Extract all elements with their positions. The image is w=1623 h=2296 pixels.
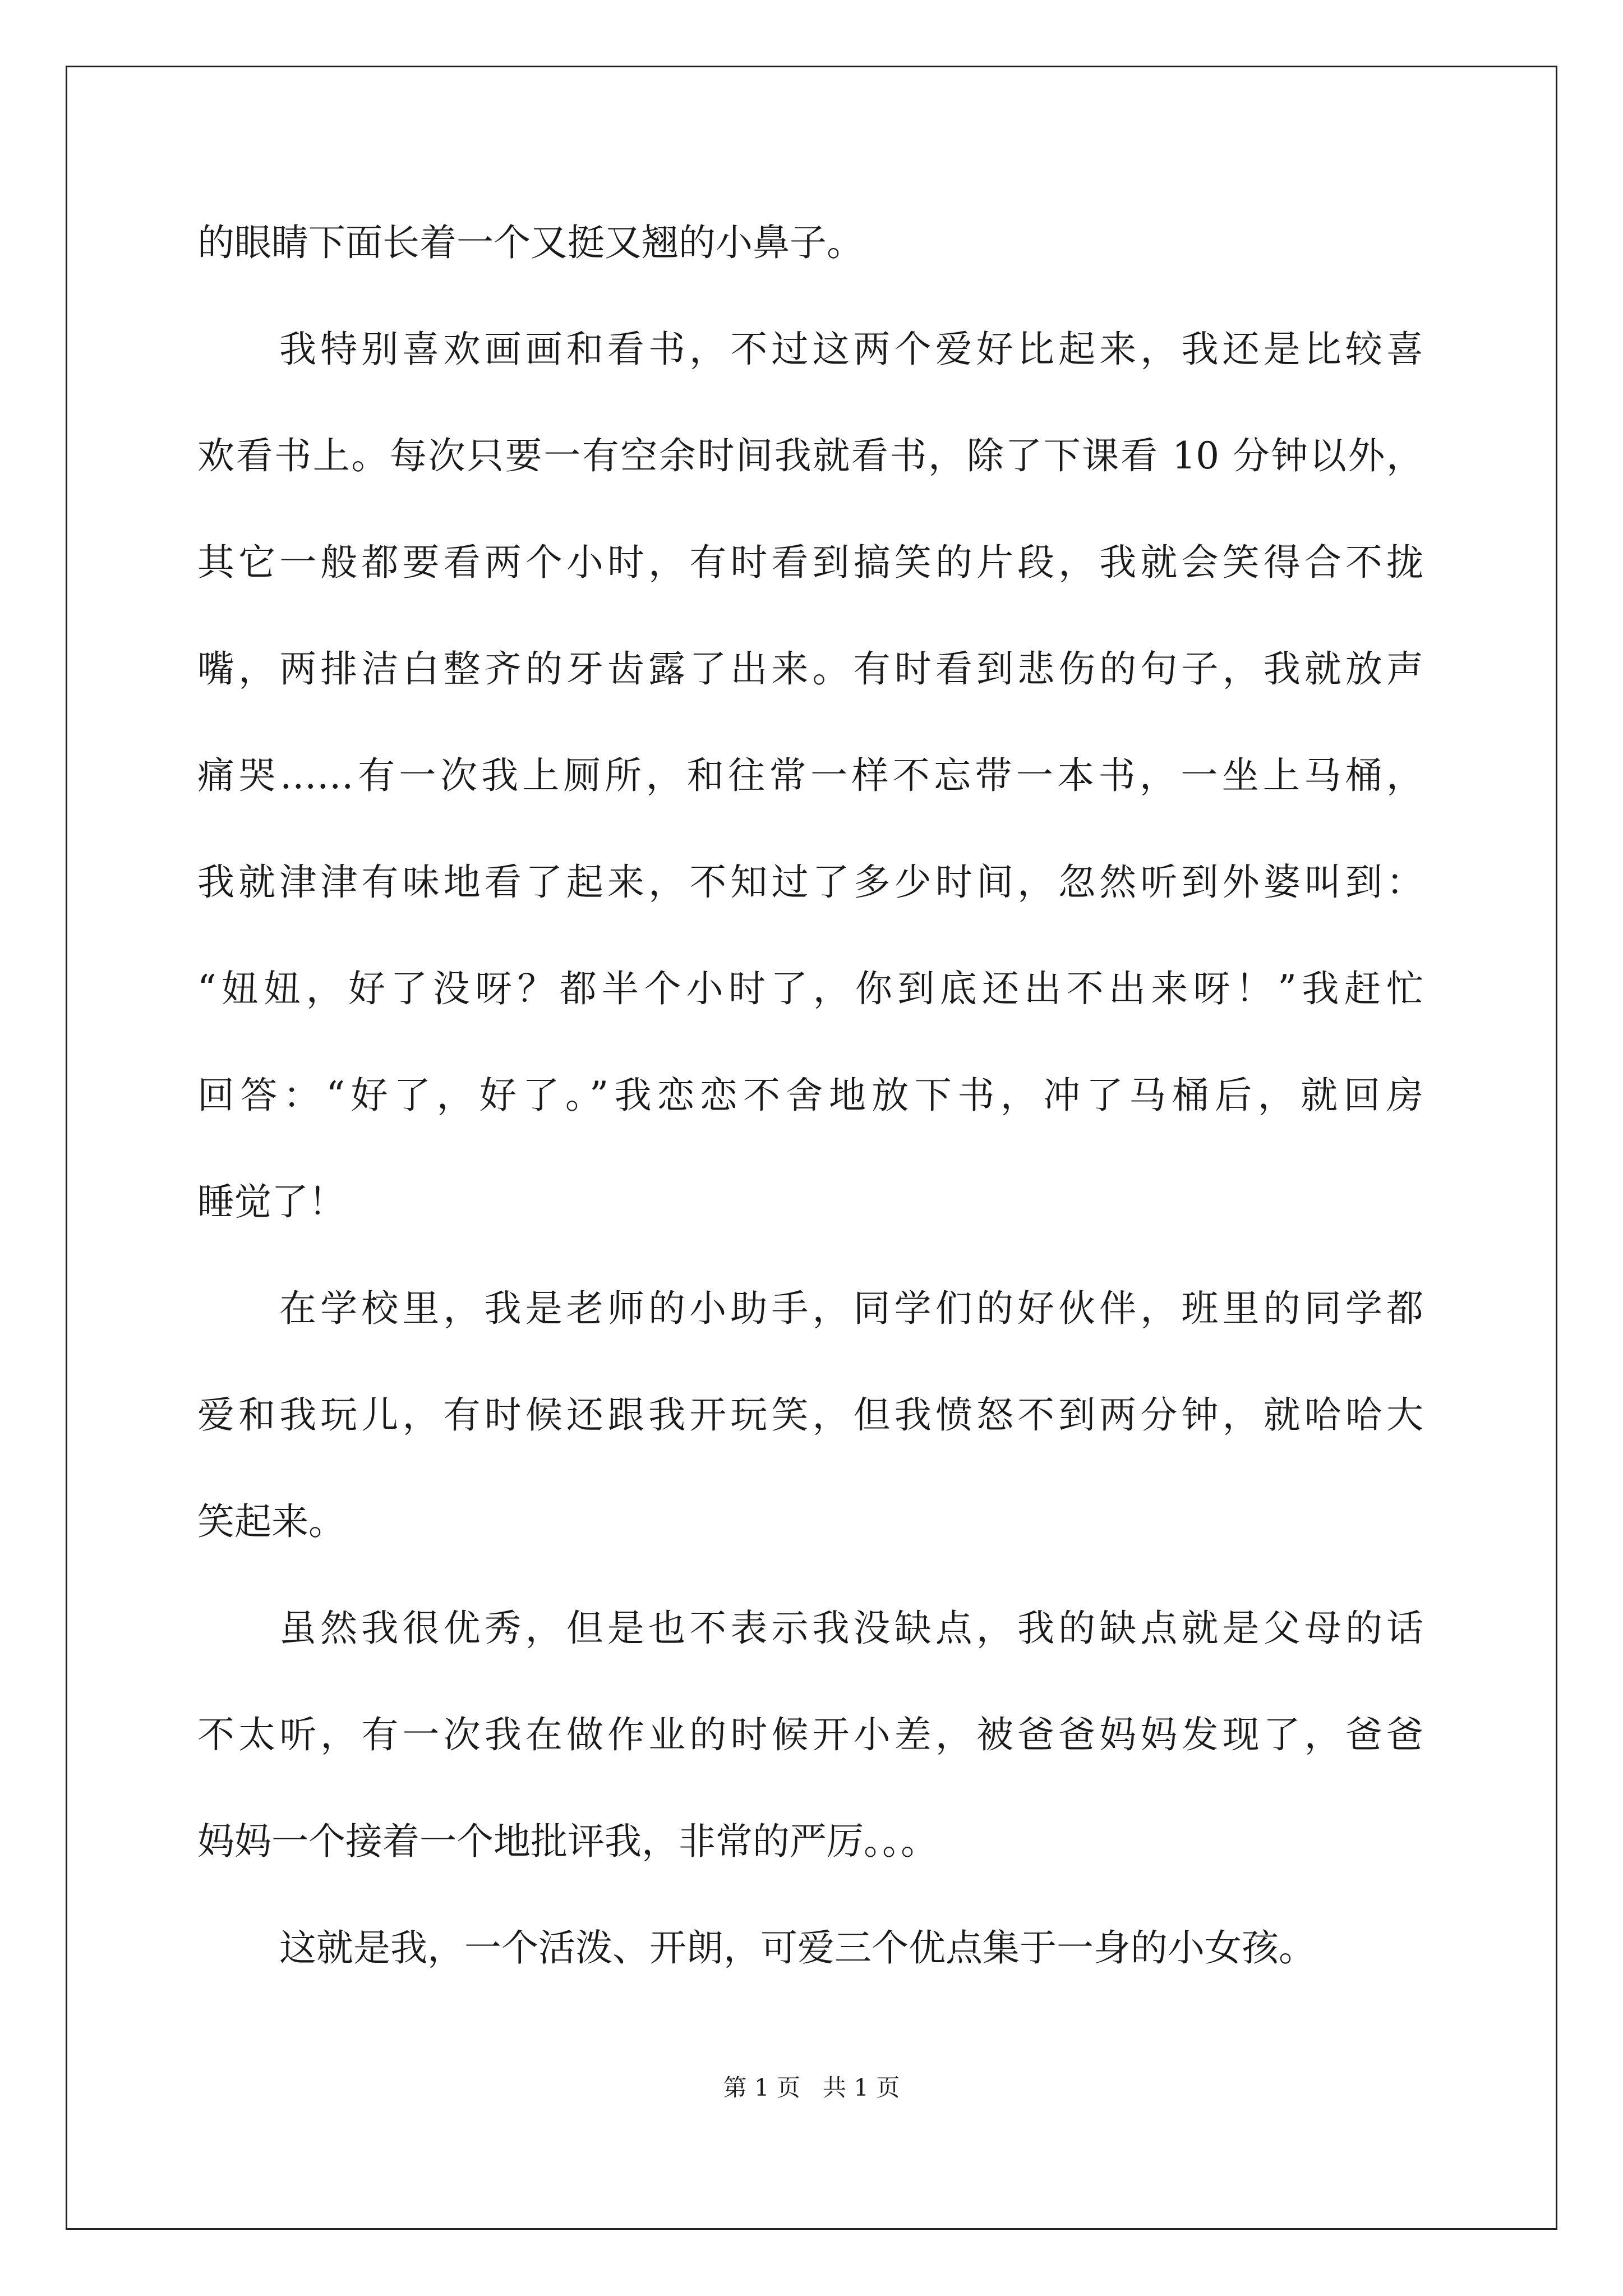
page-footer — [0, 2071, 1623, 2105]
page-total: 共 1 页 — [823, 2074, 900, 2101]
text-line: 我特别喜欢画画和看书，不过这两个爱好比起来，我还是比较喜 — [279, 328, 1423, 371]
text-line: 回答：“好了，好了。”我恋恋不舍地放下书，冲了马桶后，就回房 — [197, 1074, 1423, 1117]
text-line: 的眼睛下面长着一个又挺又翘的小鼻子。 — [197, 221, 864, 264]
text-line: 嘴，两排洁白整齐的牙齿露了出来。有时看到悲伤的句子，我就放声 — [197, 647, 1423, 691]
page-number: 第 1 页 — [723, 2074, 800, 2101]
text-line: 我就津津有味地看了起来，不知过了多少时间，忽然听到外婆叫到： — [197, 861, 1423, 904]
text-line: 在学校里，我是老师的小助手，同学们的好伙伴，班里的同学都 — [279, 1287, 1423, 1330]
text-line: 痛哭……有一次我上厕所，和往常一样不忘带一本书，一坐上马桶， — [197, 754, 1423, 797]
text-line: “妞妞，好了没呀？都半个小时了，你到底还出不出来呀！”我赶忙 — [197, 967, 1423, 1010]
text-line: 不太听，有一次我在做作业的时候开小差，被爸爸妈妈发现了，爸爸 — [197, 1713, 1423, 1756]
text-line: 虽然我很优秀，但是也不表示我没缺点，我的缺点就是父母的话 — [279, 1607, 1423, 1650]
text-line: 其它一般都要看两个小时，有时看到搞笑的片段，我就会笑得合不拢 — [197, 541, 1423, 584]
text-line: 妈妈一个接着一个地批评我，非常的严厉。。。 — [197, 1820, 938, 1863]
text-line: 睡觉了！ — [197, 1180, 345, 1223]
text-line: 这就是我，一个活泼、开朗，可爱三个优点集于一身的小女孩。 — [279, 1926, 1316, 1970]
text-line: 爱和我玩儿，有时候还跟我开玩笑，但我愤怒不到两分钟，就哈哈大 — [197, 1393, 1423, 1437]
document-body — [197, 212, 1423, 2024]
text-line: 笑起来。 — [197, 1500, 345, 1543]
text-line: 欢看书上。每次只要一有空余时间我就看书，除了下课看 10 分钟以外， — [197, 434, 1423, 477]
